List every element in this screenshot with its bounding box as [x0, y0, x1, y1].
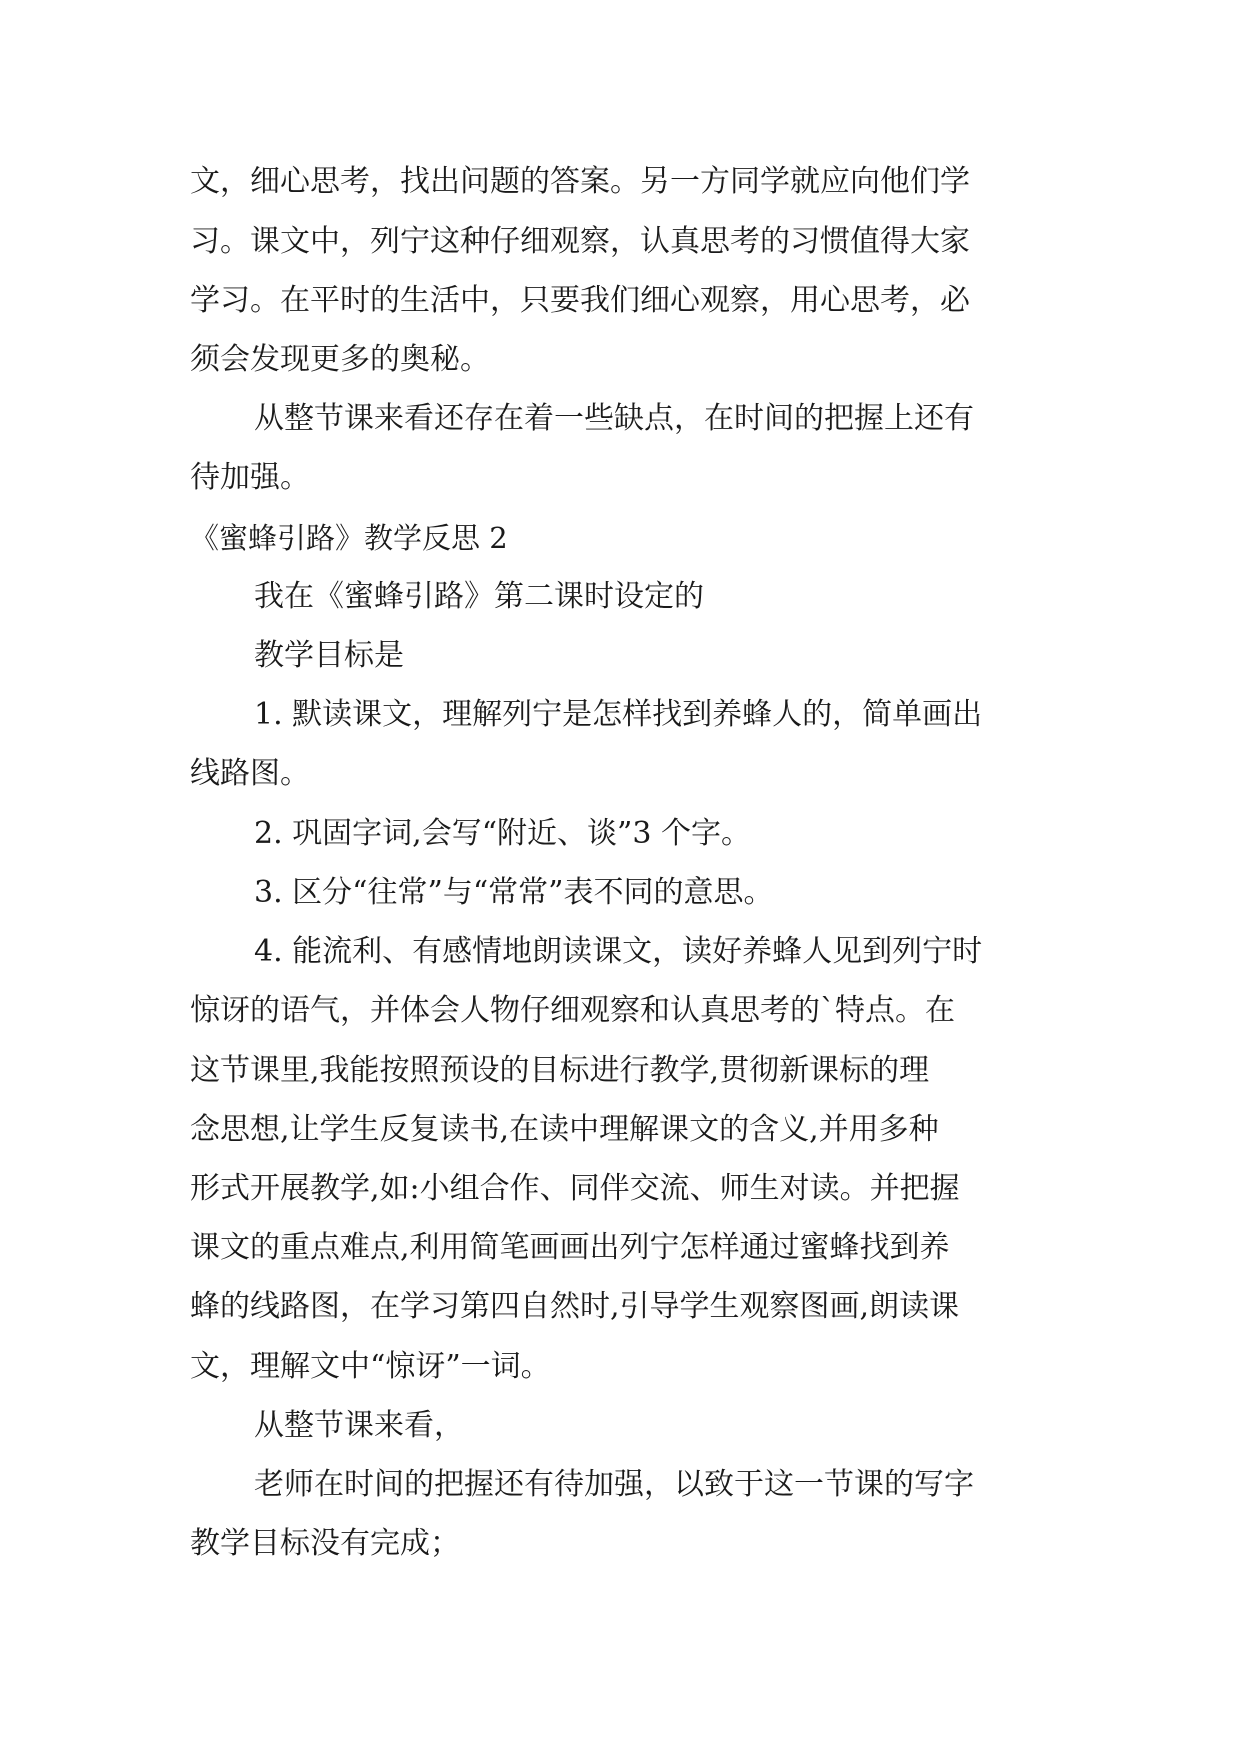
paragraph-line: 教学目标是 — [254, 638, 404, 673]
paragraph-line: 须会发现更多的奥秘。 — [190, 342, 490, 377]
list-item-line: 惊讶的语气，并体会人物仔细观察和认真思考的`特点。在 — [190, 993, 955, 1028]
list-item-line: 3. 区分“往常”与“常常”表不同的意思。 — [254, 875, 774, 910]
section-heading: 《蜜蜂引路》教学反思 2 — [190, 521, 508, 555]
list-item-line: 形式开展教学,如:小组合作、同伴交流、师生对读。并把握 — [190, 1171, 960, 1206]
list-item-line: 线路图。 — [190, 756, 310, 791]
paragraph-line: 从整节课来看， — [254, 1408, 464, 1443]
list-item-line: 4. 能流利、有感情地朗读课文，读好养蜂人见到列宁时 — [254, 934, 983, 969]
paragraph-line: 学习。在平时的生活中，只要我们细心观察，用心思考，必 — [190, 283, 970, 318]
paragraph-line: 我在《蜜蜂引路》第二课时设定的 — [254, 579, 704, 614]
list-item-line: 蜂的线路图，在学习第四自然时,引导学生观察图画,朗读课 — [190, 1289, 960, 1324]
list-item-line: 1. 默读课文，理解列宁是怎样找到养蜂人的，简单画出 — [254, 697, 983, 732]
paragraph-line: 待加强。 — [190, 460, 310, 495]
list-item-line: 念思想,让学生反复读书,在读中理解课文的含义,并用多种 — [190, 1112, 939, 1147]
paragraph-line: 文，细心思考，找出问题的答案。另一方同学就应向他们学 — [190, 164, 970, 199]
list-item-line: 这节课里,我能按照预设的目标进行教学,贯彻新课标的理 — [190, 1053, 930, 1088]
list-item-line: 文，理解文中“惊讶”一词。 — [190, 1349, 551, 1384]
paragraph-line: 老师在时间的把握还有待加强，以致于这一节课的写字 — [254, 1467, 974, 1502]
paragraph-line: 从整节课来看还存在着一些缺点，在时间的把握上还有 — [254, 401, 974, 436]
paragraph-line: 教学目标没有完成； — [190, 1526, 460, 1561]
list-item-line: 2. 巩固字词,会写“附近、谈”3 个字。 — [254, 816, 751, 851]
list-item-line: 课文的重点难点,利用简笔画画出列宁怎样通过蜜蜂找到养 — [190, 1230, 950, 1265]
paragraph-line: 习。课文中，列宁这种仔细观察，认真思考的习惯值得大家 — [190, 224, 970, 259]
